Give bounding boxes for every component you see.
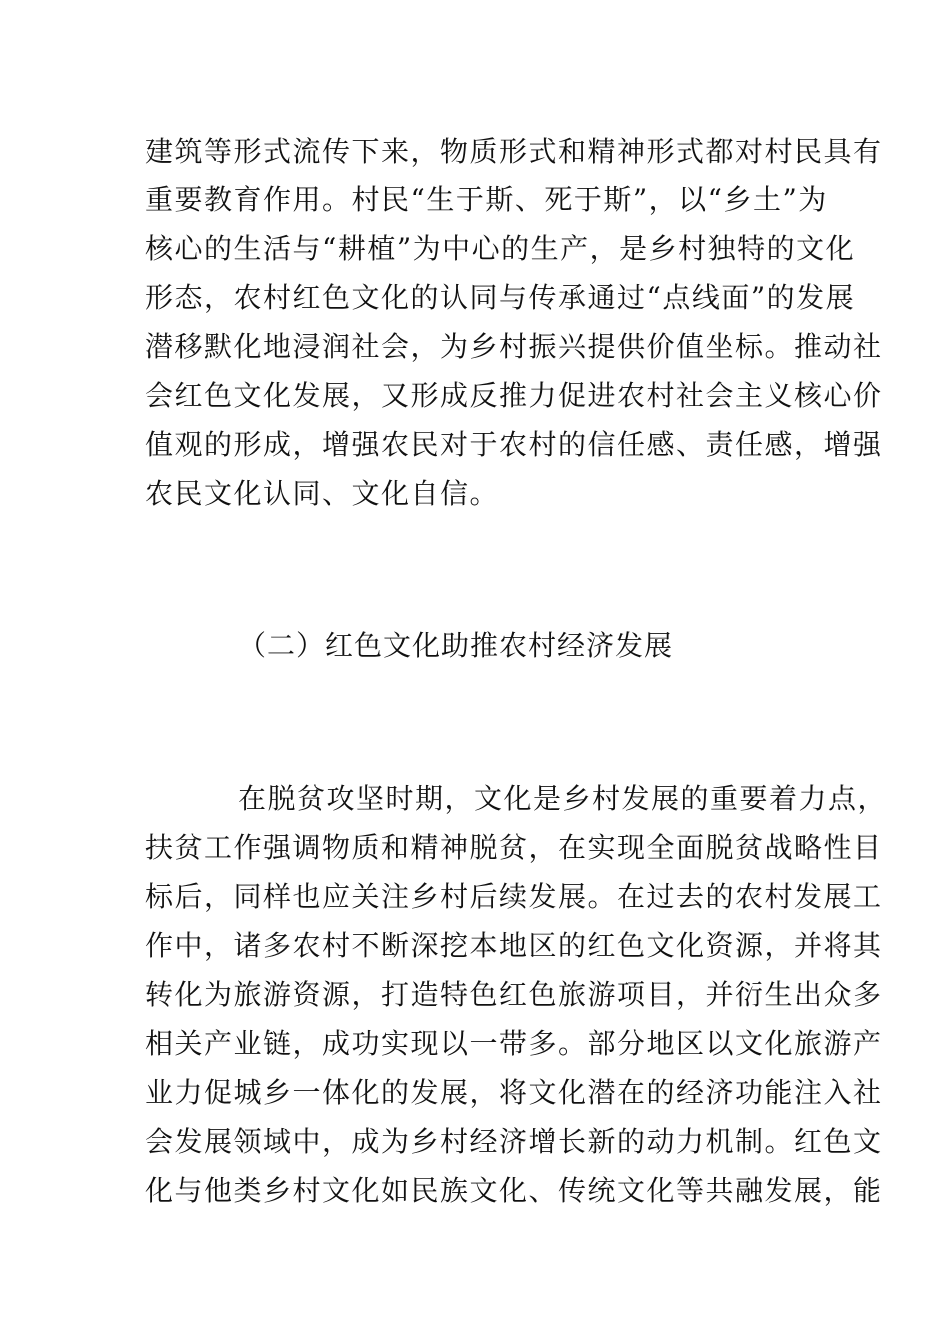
paragraph-line: 扶贫工作强调物质和精神脱贫，在实现全面脱贫战略性目 <box>145 831 883 864</box>
paragraph-line: 相关产业链，成功实现以一带多。部分地区以文化旅游产 <box>145 1027 883 1060</box>
paragraph-line: 形态，农村红色文化的认同与传承通过“点线面”的发展 <box>145 281 856 314</box>
paragraph-line: 转化为旅游资源，打造特色红色旅游项目，并衍生出众多 <box>145 978 883 1011</box>
paragraph-line: 核心的生活与“耕植”为中心的生产，是乡村独特的文化 <box>145 232 856 265</box>
paragraph-line: 建筑等形式流传下来，物质形式和精神形式都对村民具有 <box>145 135 883 168</box>
paragraph-line: 标后，同样也应关注乡村后续发展。在过去的农村发展工 <box>145 880 883 913</box>
paragraph-line: 会发展领域中，成为乡村经济增长新的动力机制。红色文 <box>145 1125 883 1158</box>
paragraph-line: 重要教育作用。村民“生于斯、死于斯”，以“乡土”为 <box>145 183 828 216</box>
paragraph-line: 潜移默化地浸润社会，为乡村振兴提供价值坐标。推动社 <box>145 330 883 363</box>
section-heading: （二）红色文化助推农村经济发展 <box>238 629 674 662</box>
paragraph-line: 农民文化认同、文化自信。 <box>145 477 500 510</box>
paragraph-line: 作中，诸多农村不断深挖本地区的红色文化资源，并将其 <box>145 929 883 962</box>
paragraph-line: 值观的形成，增强农民对于农村的信任感、责任感，增强 <box>145 428 883 461</box>
paragraph-line: 化与他类乡村文化如民族文化、传统文化等共融发展，能 <box>145 1174 883 1207</box>
paragraph-line: 在脱贫攻坚时期，文化是乡村发展的重要着力点， <box>238 782 888 815</box>
paragraph-line: 业力促城乡一体化的发展，将文化潜在的经济功能注入社 <box>145 1076 883 1109</box>
paragraph-line: 会红色文化发展，又形成反推力促进农村社会主义核心价 <box>145 379 883 412</box>
